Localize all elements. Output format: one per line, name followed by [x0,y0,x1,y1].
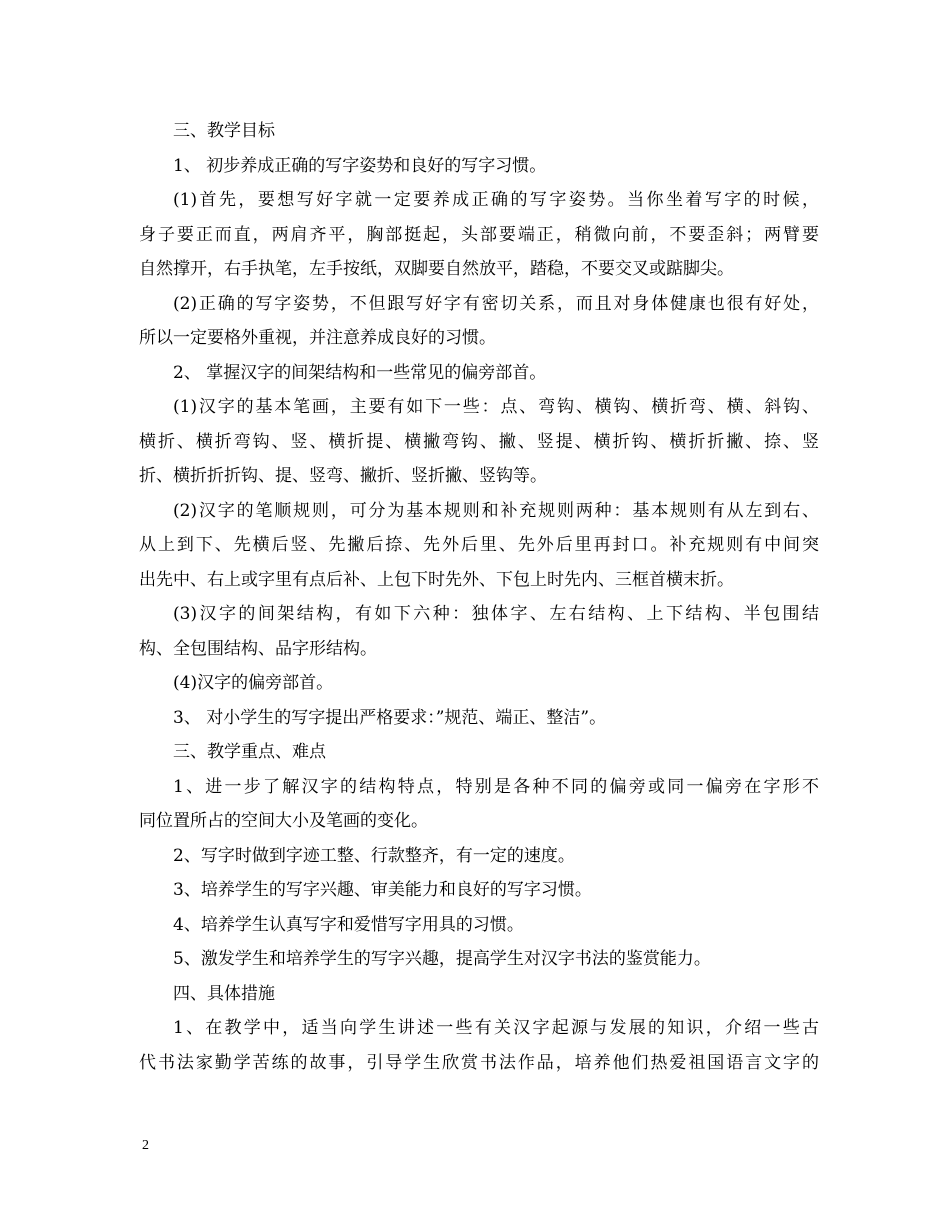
paragraph-line: 从上到下、先横后竖、先撇后捺、先外后里、先外后里再封口。补充规则有中间突 [139,535,819,555]
paragraph-line: 身子要正而直，两肩齐平，胸部挺起，头部要端正，稍微向前，不要歪斜；两臂要 [139,224,819,245]
paragraph-line: (1)汉字的基本笔画，主要有如下一些：点、弯钩、横钩、横折弯、横、斜钩、 [173,397,819,417]
paragraph-line: 1、进一步了解汉字的结构特点，特别是各种不同的偏旁或同一偏旁在字形不 [173,776,819,797]
paragraph-line: (2)正确的写字姿势，不但跟写好字有密切关系，而且对身体健康也很有好处， [173,293,819,314]
paragraph-line: (1)首先，要想写好字就一定要养成正确的写字姿势。当你坐着写字的时候， [173,190,819,210]
list-item: 2、写字时做到字迹工整、行款整齐，有一定的速度。 [173,845,575,866]
paragraph-line: 构、全包围结构、品字形结构。 [139,638,377,659]
paragraph-line: 1、在教学中，适当向学生讲述一些有关汉字起源与发展的知识，介绍一些古 [173,1018,819,1038]
paragraph-line: 横折、横折弯钩、竖、横折提、横撇弯钩、撇、竖提、横折钩、横折折撇、捺、竖 [139,431,819,452]
section-heading: 三、教学重点、难点 [173,742,326,762]
paragraph-line: 折、横折折折钩、提、竖弯、撇折、竖折撇、竖钩等。 [139,466,547,486]
paragraph-line: (2)汉字的笔顺规则，可分为基本规则和补充规则两种：基本规则有从左到右、 [173,500,819,521]
paragraph-line: 自然撑开，右手执笔，左手按纸，双脚要自然放平，踏稳，不要交叉或踮脚尖。 [139,259,734,279]
list-item: 3、培养学生的写字兴趣、审美能力和良好的写字习惯。 [173,880,592,900]
list-item: 2、 掌握汉字的间架结构和一些常见的偏旁部首。 [173,362,547,383]
paragraph-line: (4)汉字的偏旁部首。 [173,673,334,693]
paragraph-line: 出先中、右上或字里有点后补、上包下时先外、下包上时先内、三框首横末折。 [139,569,734,590]
list-item: 1、 初步养成正确的写字姿势和良好的写字习惯。 [173,155,547,176]
document-body [139,114,819,1080]
page-number: 2 [142,1138,149,1153]
paragraph-line: 代书法家勤学苦练的故事，引导学生欣赏书法作品，培养他们热爱祖国语言文字的 [139,1052,819,1073]
paragraph-line: (3)汉字的间架结构，有如下六种：独体字、左右结构、上下结构、半包围结 [173,604,819,624]
section-heading: 四、具体措施 [173,983,275,1004]
list-item: 4、培养学生认真写字和爱惜写字用具的习惯。 [173,914,524,935]
section-heading: 三、教学目标 [173,121,275,141]
paragraph-line: 同位置所占的空间大小及笔画的变化。 [139,811,428,831]
list-item: 5、激发学生和培养学生的写字兴趣，提高学生对汉字书法的鉴赏能力。 [173,949,711,969]
list-item: 3、 对小学生的写字提出严格要求：”规范、端正、整洁”。 [173,707,607,728]
paragraph-line: 所以一定要格外重视，并注意养成良好的习惯。 [139,328,496,348]
